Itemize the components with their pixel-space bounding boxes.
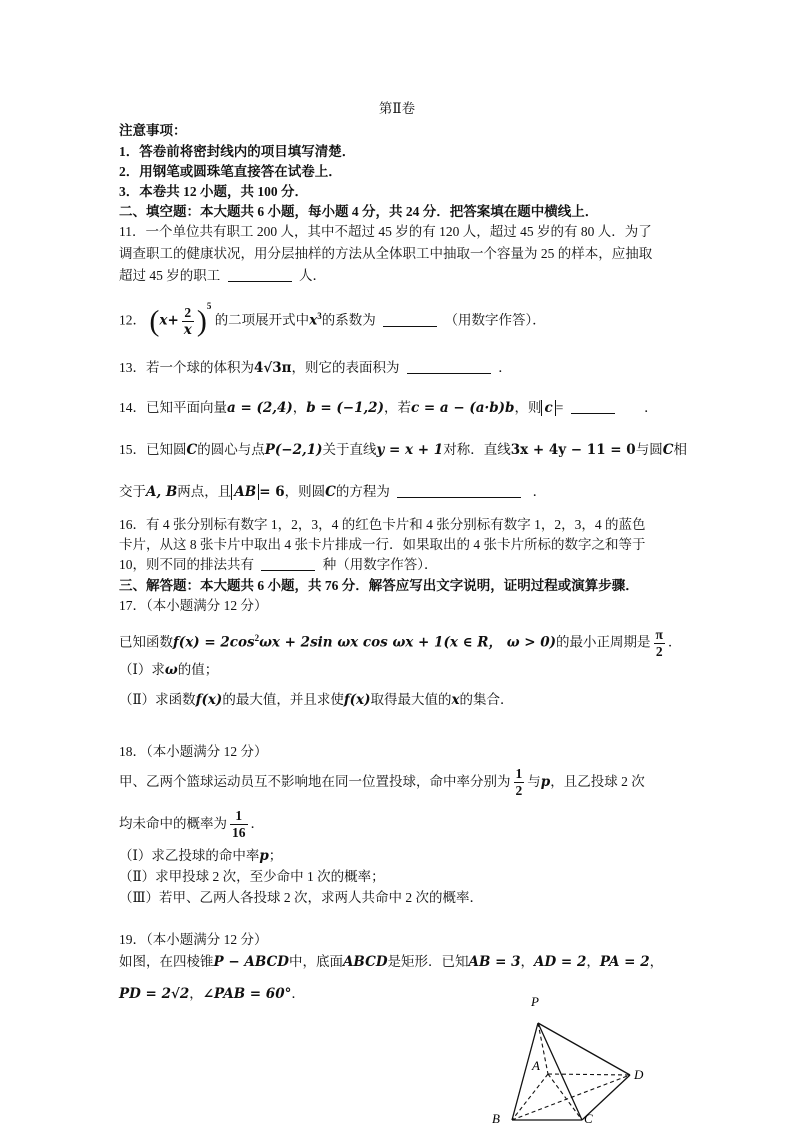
q15-line2	[119, 483, 546, 501]
edge-pc	[538, 1023, 582, 1120]
q17-statement	[119, 620, 681, 661]
q18-text-e: ．	[250, 816, 264, 831]
q12-line	[119, 294, 546, 343]
q12-answer-blank[interactable]	[383, 312, 437, 327]
q15-text-a: 15．已知圆	[119, 442, 187, 457]
q19-sep1: ，	[520, 954, 535, 969]
q15-circle-c3: C	[325, 484, 336, 500]
q18-line2	[119, 806, 264, 842]
q17-sub1	[119, 661, 218, 679]
q12-x3: x	[309, 312, 318, 329]
q18-text-d: 均未命中的概率为	[119, 816, 227, 831]
notes-heading: 注意事项：	[119, 123, 187, 138]
edge-ad-hidden	[548, 1074, 630, 1075]
q14-vector-c: c = a − (a·b)b	[410, 400, 515, 416]
q17-sub2-c: 取得最大值的	[370, 692, 452, 707]
q18-p: p	[540, 774, 551, 790]
q12-right-paren: )	[196, 304, 207, 338]
q14-line	[119, 399, 658, 417]
label-p: P	[531, 994, 539, 1009]
q18-text-c: ，且乙投球 2 次	[550, 774, 645, 789]
q16-line3	[119, 556, 438, 574]
q18-sub2: （Ⅱ）求甲投球 2 次，至少命中 1 次的概率；	[119, 869, 385, 884]
q15-line1	[119, 441, 687, 459]
note-item-2: 2．用钢笔或圆珠笔直接答在试卷上．	[119, 164, 342, 179]
q18-sub1	[119, 847, 282, 865]
q14-text-a: 14．已知平面向量	[119, 400, 227, 415]
q14-answer-blank[interactable]	[571, 399, 615, 414]
q15-eq6: = 6	[259, 484, 285, 500]
label-b: B	[492, 1111, 500, 1123]
q12-plus: +	[167, 312, 179, 329]
q17-fx-2: f(x)	[343, 692, 371, 708]
q18-sixteenth-den: 16	[232, 825, 246, 841]
q13-text-a: 13．若一个球的体积为	[119, 360, 254, 375]
q15-text-b: 的圆心与点	[197, 442, 265, 457]
q18-half-fraction	[514, 766, 525, 799]
q17-sub2-d: 的集合．	[459, 692, 514, 707]
q18-sub1-p: p	[259, 848, 269, 864]
q19-line2	[119, 985, 305, 1003]
q17-text-b: 的最小正周期是	[556, 634, 651, 650]
q12-fraction	[182, 305, 194, 338]
q17-omega: ω	[164, 662, 178, 678]
q19-sep2: ，	[586, 954, 600, 969]
q12-number: 12．	[119, 312, 146, 328]
q12-text-a: 的二项展开式中	[214, 312, 310, 328]
q16-line1: 16．有 4 张分别标有数字 1，2，3，4 的红色卡片和 4 张分别标有数字 1，2，3，4 的蓝色	[119, 517, 646, 532]
q18-half-den: 2	[515, 783, 523, 799]
q17-x: x	[451, 692, 460, 708]
q15-text-h: 两点，且	[177, 484, 232, 499]
q14-sep: ，	[292, 400, 307, 415]
q16-line2: 卡片，从这 8 张卡片中取出 4 张卡片排成一行．如果取出的 4 张卡片所标的数字之和等于	[119, 537, 646, 552]
q11-line3	[119, 267, 326, 285]
q16-text-b: 种（用数字作答）．	[322, 557, 438, 572]
q19-ab: AB = 3	[468, 954, 521, 970]
q12-frac-num: 2	[182, 305, 194, 322]
q17-text-c: ．	[667, 634, 682, 650]
q13-line	[119, 359, 512, 377]
q17-period-den: 2	[655, 643, 663, 659]
q14-text-b: ，若	[383, 400, 411, 415]
note-item-1: 1．答卷前将密封线内的项目填写清楚．	[119, 144, 356, 159]
q14-text-d: ．	[644, 400, 658, 415]
q17-period-fraction	[654, 627, 665, 660]
q17-func-part2: ωx + 2sin ωx cos ωx + 1(x ∈ R， ω > 0)	[259, 634, 557, 651]
q17-fx-1: f(x)	[195, 692, 223, 708]
q14-vector-b: b = (−1,2)	[306, 400, 384, 416]
q17-title: 17．（本小题满分 12 分）	[119, 598, 268, 613]
q19-title: 19．（本小题满分 12 分）	[119, 932, 268, 947]
q11-text-b: 人．	[299, 268, 326, 283]
q14-eq: =	[555, 400, 564, 415]
q15-point-p: P(−2,1)	[264, 442, 323, 458]
q16-answer-blank[interactable]	[261, 556, 315, 571]
q11-text-a: 超过 45 岁的职工	[119, 268, 221, 283]
q19-text-b: 中，底面	[288, 954, 343, 969]
q15-circle-c: C	[186, 442, 198, 458]
q12-frac-den: x	[183, 321, 192, 338]
q12-exponent: 5	[206, 301, 212, 311]
q15-line-expr: y = x + 1	[376, 442, 444, 458]
q13-answer-blank[interactable]	[407, 359, 491, 374]
q15-text-e: 与圆	[635, 442, 663, 457]
q18-sub1-b: ；	[268, 848, 283, 863]
q14-text-c: ，则	[514, 400, 542, 415]
q15-abs-ab: AB	[231, 484, 259, 500]
q12-text-c: （用数字作答）．	[444, 312, 546, 328]
q15-text-f: 相	[673, 442, 687, 457]
q12-text-b: 的系数为	[321, 312, 376, 328]
q14-vector-a: a = (2,4)	[227, 400, 293, 416]
q17-sub2-a: （Ⅱ）求函数	[119, 692, 196, 707]
page-title: 第Ⅱ卷	[378, 101, 416, 116]
q15-text-c: 关于直线	[322, 442, 377, 457]
q17-func-part1: f(x) = 2cos	[173, 634, 255, 651]
label-c: C	[584, 1111, 593, 1123]
q19-pd: PD = 2√2	[119, 986, 190, 1002]
q12-x: x	[159, 312, 168, 329]
q15-text-d: 对称．直线	[443, 442, 511, 457]
q18-half-num: 1	[515, 766, 523, 782]
q19-angle: ∠PAB = 60°	[202, 986, 292, 1002]
label-d: D	[634, 1067, 644, 1082]
label-a: A	[532, 1058, 540, 1073]
q15-line2-expr: 3x + 4y − 11 = 0	[510, 442, 636, 458]
q19-dot: ．	[291, 986, 305, 1001]
q11-line2: 调查职工的健康状况，用分层抽样的方法从全体职工中抽取一个容量为 25 的样本，应抽取	[119, 246, 653, 261]
q18-text-b: 与	[527, 774, 541, 789]
q19-pyramid: P − ABCD	[213, 954, 289, 970]
note-item-3: 3．本卷共 12 小题，共 100 分．	[119, 184, 308, 199]
q19-line1	[119, 953, 663, 971]
q18-sixteenth-num: 1	[230, 808, 248, 825]
q18-text-a: 甲、乙两个篮球运动员互不影响地在同一位置投球，命中率分别为	[119, 774, 511, 789]
q17-sub2-b: 的最大值，并且求使	[222, 692, 344, 707]
q15-answer-blank[interactable]	[397, 483, 521, 498]
q19-sep4: ，	[189, 986, 203, 1001]
q19-sep3: ，	[649, 954, 664, 969]
q15-points-ab: A, B	[146, 484, 178, 500]
q15-text-g: 交于	[119, 484, 146, 499]
pyramid-figure	[480, 990, 660, 1123]
q11-line1: 11．一个单位共有职工 200 人，其中不超过 45 岁的有 120 人，超过 45 岁的有 80 人．为了	[119, 224, 652, 239]
q18-line1	[119, 764, 645, 800]
q19-ad: AD = 2	[534, 954, 587, 970]
q17-sub1-b: 的值；	[177, 662, 219, 677]
q11-answer-blank[interactable]	[228, 267, 292, 282]
q13-text-b: ，则它的表面积为	[291, 360, 400, 375]
edge-ab-hidden	[512, 1074, 548, 1120]
q15-text-j: 的方程为	[335, 484, 390, 499]
q15-text-i: ，则圆	[284, 484, 326, 499]
q12-left-paren: (	[149, 304, 160, 338]
diagonal-ac-hidden	[548, 1074, 582, 1120]
q15-text-k: ．	[532, 484, 547, 499]
q19-base: ABCD	[342, 954, 388, 970]
q18-title: 18．（本小题满分 12 分）	[119, 744, 268, 759]
q17-square: 2	[254, 633, 260, 643]
q17-sub1-a: （Ⅰ）求	[119, 662, 165, 677]
section3-heading: 三、解答题：本大题共 6 小题，共 76 分．解答应写出文字说明，证明过程或演算步骤．	[119, 578, 639, 593]
q19-pa: PA = 2	[599, 954, 650, 970]
section2-heading: 二、填空题：本大题共 6 小题，每小题 4 分，共 24 分．把答案填在题中横线上．	[119, 204, 599, 219]
q13-text-c: ．	[498, 360, 512, 375]
q19-text-a: 如图，在四棱锥	[119, 954, 214, 969]
q15-circle-c2: C	[662, 442, 674, 458]
q19-text-c: 是矩形．已知	[387, 954, 469, 969]
q18-sixteenth-fraction	[230, 808, 248, 841]
q12-x3-exp: 3	[317, 311, 322, 321]
q13-volume-expr: 4√3π	[254, 360, 292, 376]
q14-abs-c: c	[541, 400, 555, 416]
q18-sub3: （Ⅲ）若甲、乙两人各投球 2 次，求两人共命中 2 次的概率．	[119, 890, 484, 905]
q16-text-a: 10，则不同的排法共有	[119, 557, 254, 572]
q17-period-num: π	[655, 626, 663, 642]
edge-pd	[538, 1023, 630, 1075]
q17-sub2	[119, 691, 514, 709]
q18-sub1-a: （Ⅰ）求乙投球的命中率	[119, 848, 260, 863]
q17-text-a: 已知函数	[119, 634, 173, 650]
